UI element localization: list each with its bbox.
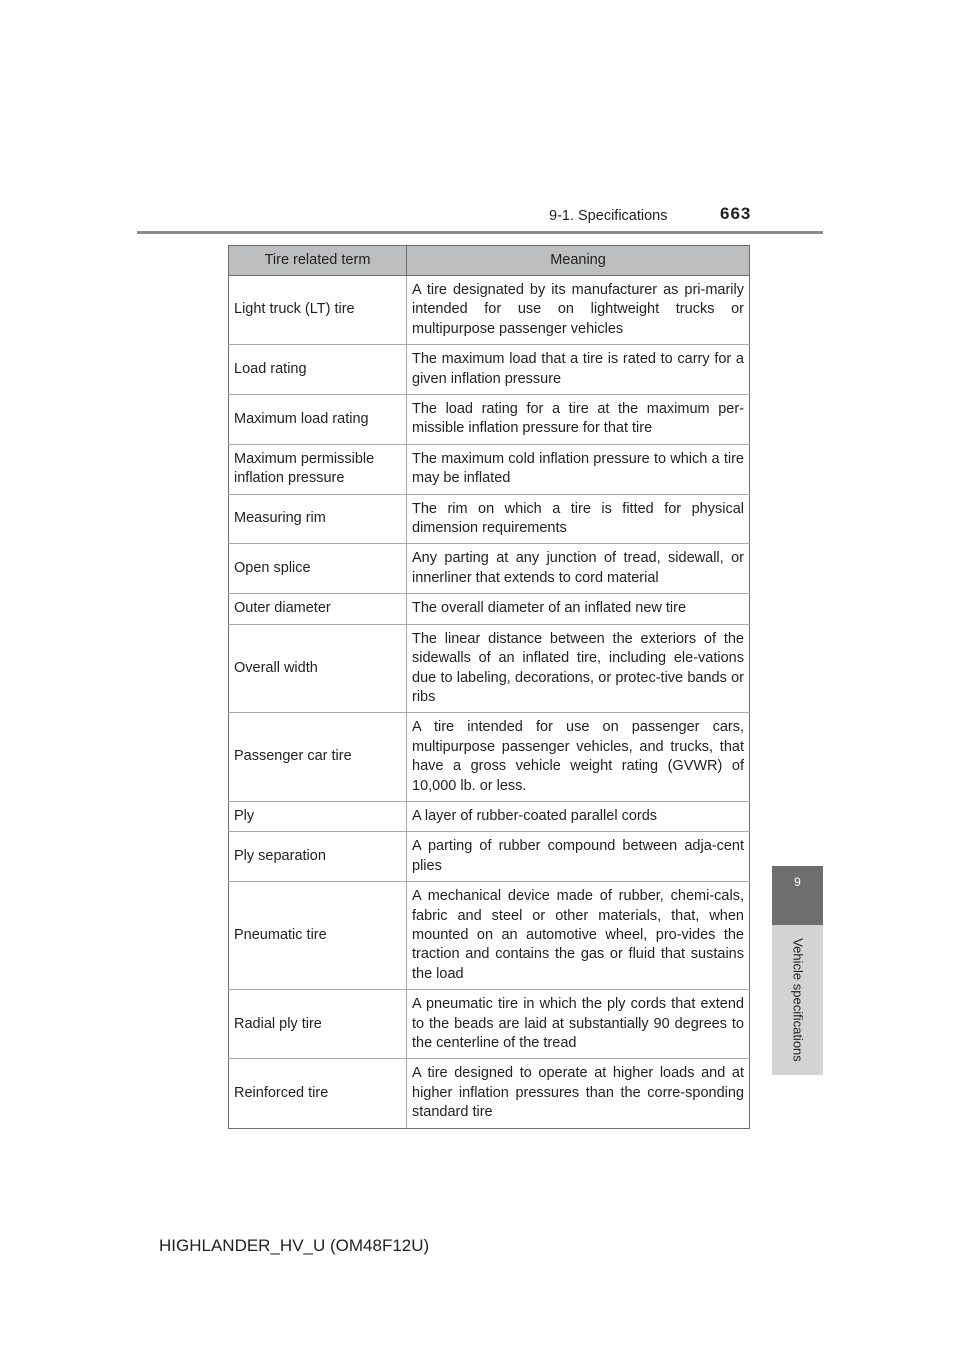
- term-cell: Reinforced tire: [229, 1059, 407, 1128]
- term-cell: Overall width: [229, 624, 407, 713]
- page-number: 663: [720, 204, 752, 223]
- table-row: [229, 624, 750, 713]
- chapter-tab-number: 9: [772, 866, 823, 925]
- column-header-term: Tire related term: [229, 246, 407, 276]
- table-row: [229, 832, 750, 882]
- term-cell: Radial ply tire: [229, 990, 407, 1059]
- meaning-cell: A mechanical device made of rubber, chemi-cals, fabric and steel or other materials, that, when mounted on an automotive wheel, pro-vides the traction and contains the gas or fluid that sustains the load: [407, 882, 750, 990]
- term-cell: Load rating: [229, 345, 407, 395]
- table-row: [229, 345, 750, 395]
- term-cell: Passenger car tire: [229, 713, 407, 802]
- meaning-cell: Any parting at any junction of tread, sidewall, or innerliner that extends to cord material: [407, 544, 750, 594]
- term-cell: Ply separation: [229, 832, 407, 882]
- meaning-cell: The rim on which a tire is fitted for physical dimension requirements: [407, 494, 750, 544]
- term-cell: Maximum permissible inflation pressure: [229, 444, 407, 494]
- column-header-meaning: Meaning: [407, 246, 750, 276]
- term-cell: Open splice: [229, 544, 407, 594]
- meaning-cell: The overall diameter of an inflated new tire: [407, 594, 750, 624]
- meaning-cell: The maximum load that a tire is rated to carry for a given inflation pressure: [407, 345, 750, 395]
- table-row: [229, 494, 750, 544]
- tire-terms-table: [228, 245, 750, 1129]
- meaning-cell: The load rating for a tire at the maximum per-missible inflation pressure for that tire: [407, 395, 750, 445]
- table-row: [229, 801, 750, 831]
- table-row: [229, 713, 750, 802]
- table-row: [229, 444, 750, 494]
- meaning-cell: The maximum cold inflation pressure to which a tire may be inflated: [407, 444, 750, 494]
- term-cell: Light truck (LT) tire: [229, 276, 407, 345]
- meaning-cell: A tire designed to operate at higher loads and at higher inflation pressures than the corre-sponding standard tire: [407, 1059, 750, 1128]
- meaning-cell: A layer of rubber-coated parallel cords: [407, 801, 750, 831]
- table-row: [229, 990, 750, 1059]
- table-row: [229, 594, 750, 624]
- table-header-row: [229, 246, 750, 276]
- meaning-cell: A tire intended for use on passenger cars, multipurpose passenger vehicles, and trucks, that have a gross vehicle weight rating (GVWR) of 10,000 lb. or less.: [407, 713, 750, 802]
- meaning-cell: A parting of rubber compound between adja-cent plies: [407, 832, 750, 882]
- term-cell: Pneumatic tire: [229, 882, 407, 990]
- chapter-tab-label-text: Vehicle specifications: [790, 938, 805, 1062]
- table-row: [229, 1059, 750, 1128]
- table-row: [229, 276, 750, 345]
- term-cell: Maximum load rating: [229, 395, 407, 445]
- model-footer: HIGHLANDER_HV_U (OM48F12U): [159, 1236, 430, 1255]
- table-row: [229, 882, 750, 990]
- table-row: [229, 544, 750, 594]
- table-row: [229, 395, 750, 445]
- term-cell: Measuring rim: [229, 494, 407, 544]
- meaning-cell: A pneumatic tire in which the ply cords that extend to the beads are laid at substantially 90 degrees to the centerline of the tread: [407, 990, 750, 1059]
- meaning-cell: The linear distance between the exteriors of the sidewalls of an inflated tire, including ele-vations due to labeling, decorations, or protec-tive bands or ribs: [407, 624, 750, 713]
- meaning-cell: A tire designated by its manufacturer as pri-marily intended for use on lightweight trucks or multipurpose passenger vehicles: [407, 276, 750, 345]
- term-cell: Ply: [229, 801, 407, 831]
- chapter-tab-label: [772, 925, 823, 1075]
- term-cell: Outer diameter: [229, 594, 407, 624]
- header-divider: [137, 231, 823, 234]
- section-title: 9-1. Specifications: [549, 208, 668, 224]
